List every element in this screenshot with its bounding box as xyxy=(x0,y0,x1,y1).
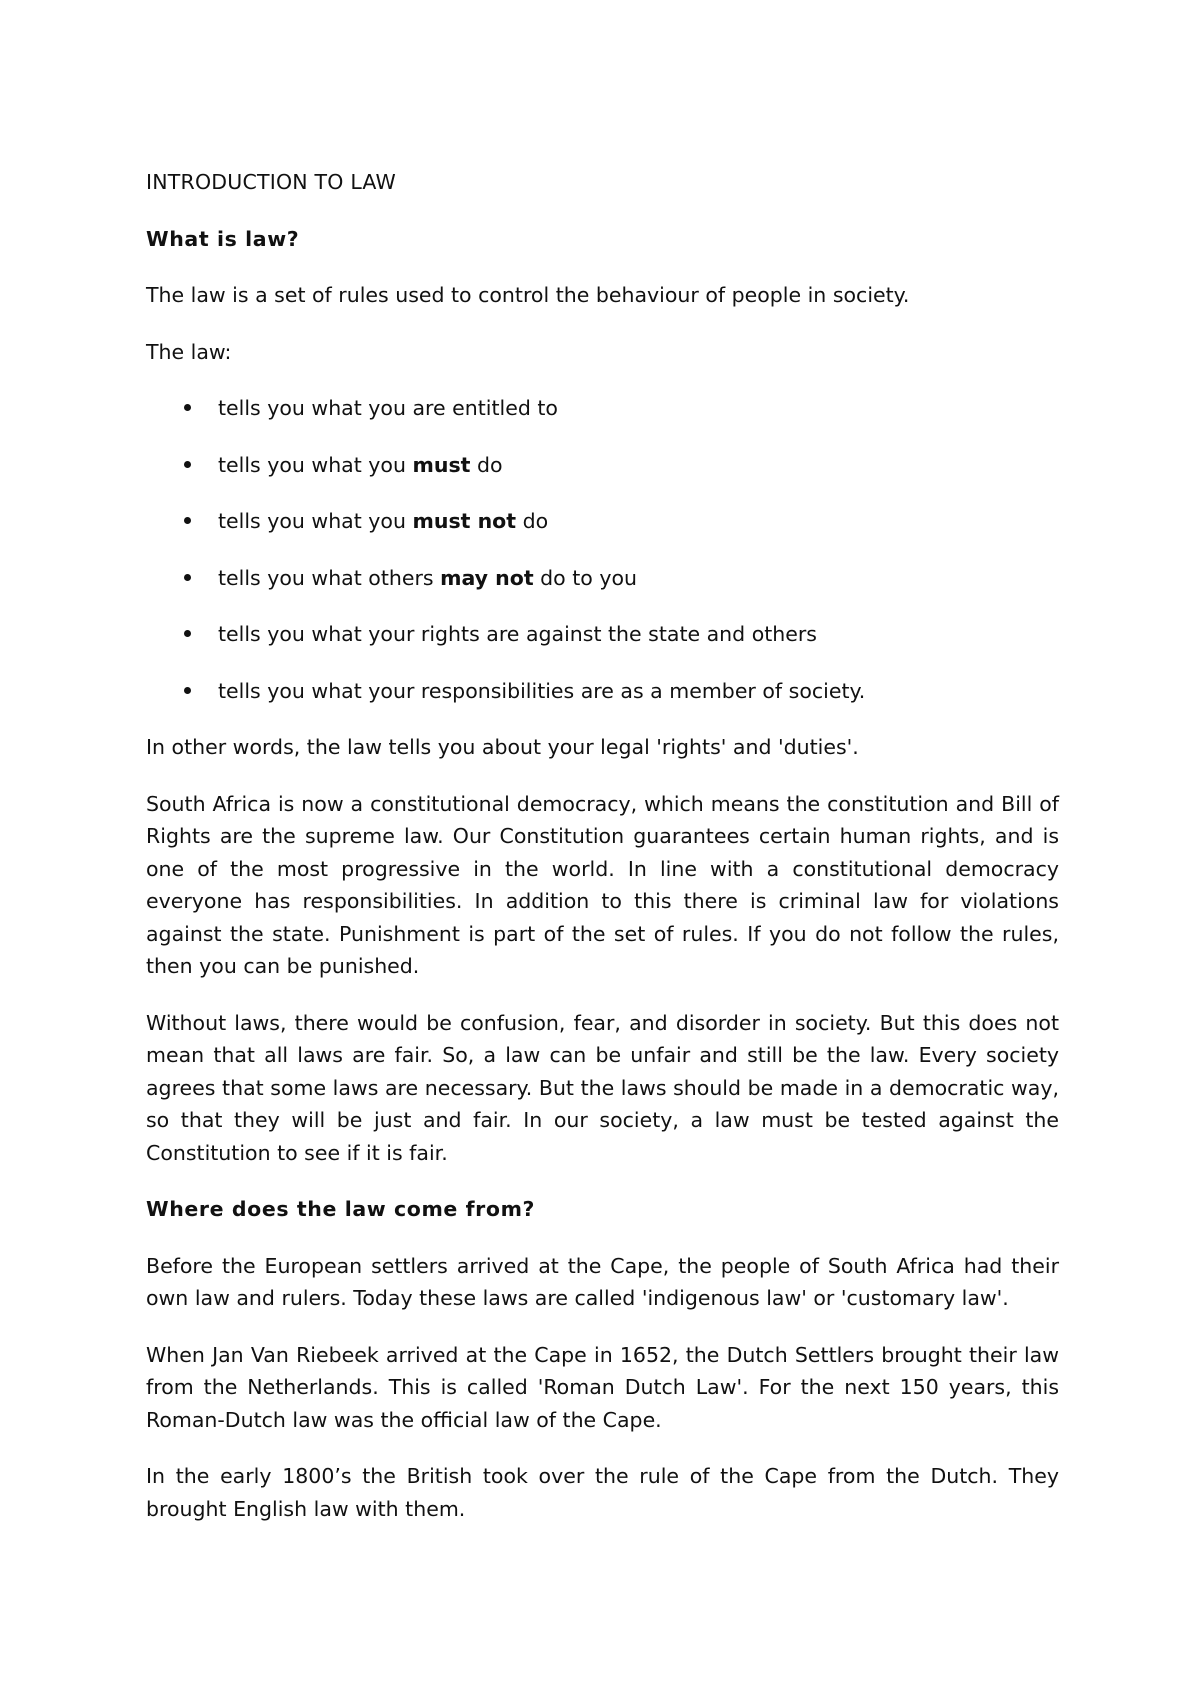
bullet-text-end: do xyxy=(470,452,503,477)
bullet-text: tells you what others xyxy=(218,565,441,590)
list-item xyxy=(146,449,1059,482)
list-lead-in: The law: xyxy=(146,339,232,364)
bullet-text: tells you what your rights are against the state and others xyxy=(218,622,817,646)
english-law-paragraph: In the early 1800’s the British took over the rule of the Cape from the Dutch. They brought English law with them. xyxy=(146,1464,1059,1521)
heading-where-law-comes-from: Where does the law come from? xyxy=(146,1197,536,1221)
summary-paragraph: In other words, the law tells you about your legal 'rights' and 'duties'. xyxy=(146,735,859,759)
bullet-text: tells you what you are entitled to xyxy=(218,396,558,420)
heading-what-is-law: What is law? xyxy=(146,226,300,251)
indigenous-law-paragraph: Before the European settlers arrived at the Cape, the people of South Africa had their own law and rulers. Today these laws are called 'indigenous law' or 'customary law'. xyxy=(146,1253,1059,1310)
roman-dutch-law-paragraph: When Jan Van Riebeek arrived at the Cape in 1652, the Dutch Settlers brought their law from the Netherlands. This is called 'Roman Dutch Law'. For the next 150 years, this Roman-Dutch law was the official law of the Cape. xyxy=(146,1342,1059,1432)
law-bullet-list xyxy=(146,392,1059,707)
bullet-text: tells you what you xyxy=(218,452,413,477)
bullet-text: tells you what you xyxy=(218,509,413,533)
constitution-paragraph: South Africa is now a constitutional democracy, which means the constitution and Bill of Rights are the supreme law. Our Constitution guarantees certain human rights, and is one of the most progressive in the world. In line with a constitutional democracy everyone has responsibilities. In addition to this there is criminal law for violations against the state. Punishment is part of the set of rules. If you do not follow the rules, then you can be punished. xyxy=(146,791,1059,978)
list-item xyxy=(146,392,1059,425)
list-item xyxy=(146,675,1059,708)
list-item xyxy=(146,505,1059,538)
document-title: INTRODUCTION TO LAW xyxy=(146,170,396,194)
without-laws-paragraph: Without laws, there would be confusion, fear, and disorder in society. But this does not mean that all laws are fair. So, a law can be unfair and still be the law. Every society agrees that some laws are necessary. But the laws should be made in a democratic way, so that they will be just and fair. In our society, a law must be tested against the Constitution to see if it is fair. xyxy=(146,1010,1059,1165)
bullet-icon xyxy=(184,404,191,411)
bullet-icon xyxy=(184,630,191,637)
bullet-icon xyxy=(184,574,191,581)
bullet-text-end: do to you xyxy=(533,565,638,590)
bullet-text-end: do xyxy=(516,509,549,533)
bullet-emphasis: may not xyxy=(440,565,534,590)
bullet-icon xyxy=(184,461,191,468)
bullet-icon xyxy=(184,517,191,524)
bullet-emphasis: must xyxy=(412,452,471,477)
definition-paragraph: The law is a set of rules used to control the behaviour of people in society. xyxy=(146,283,910,307)
bullet-icon xyxy=(184,687,191,694)
document-page xyxy=(146,166,1059,1549)
list-item xyxy=(146,562,1059,595)
bullet-text: tells you what your responsibilities are as a member of society. xyxy=(218,678,866,703)
bullet-emphasis: must not xyxy=(412,509,517,533)
list-item xyxy=(146,618,1059,651)
